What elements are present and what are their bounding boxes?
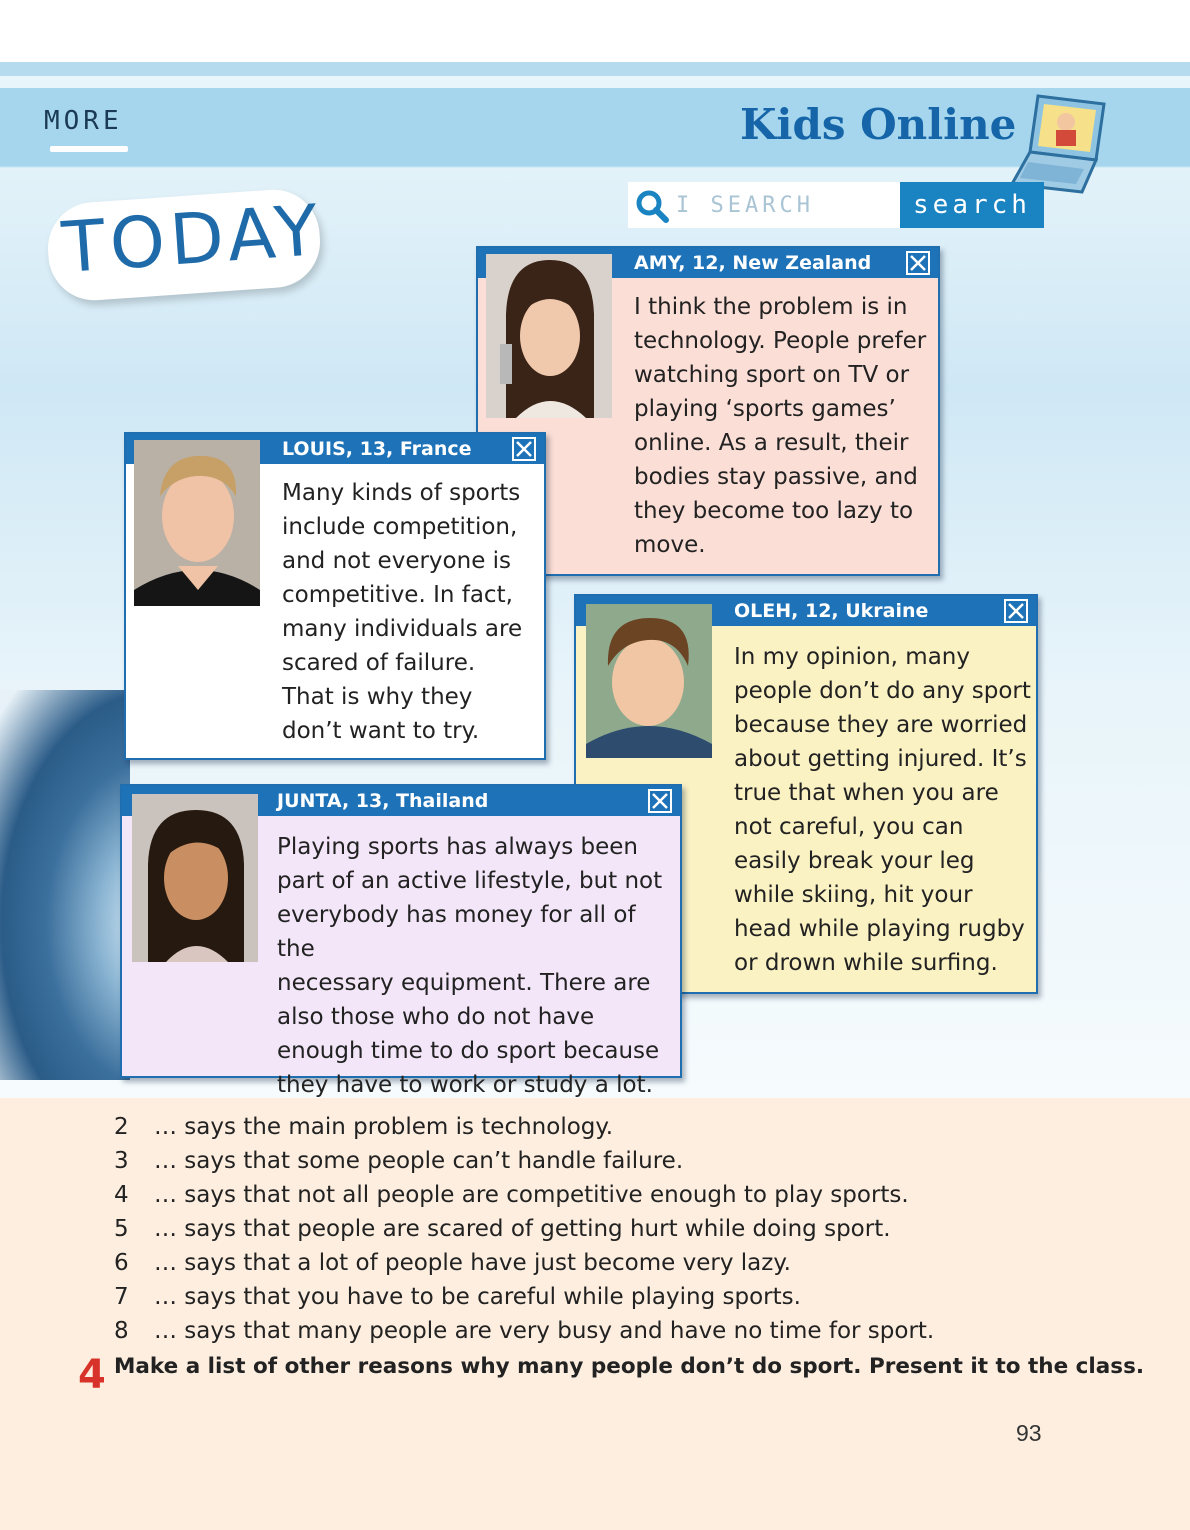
section-label-underline bbox=[50, 146, 128, 152]
post-line: not careful, you can bbox=[734, 814, 964, 840]
close-icon bbox=[515, 440, 533, 458]
question-text: … says that not all people are competitive enough to play sports. bbox=[154, 1182, 909, 1208]
question-text: … says that people are scared of getting hurt while doing sport. bbox=[154, 1216, 891, 1242]
question-text: … says that some people can’t handle failure. bbox=[154, 1148, 684, 1174]
post-body bbox=[734, 640, 1031, 980]
question-text: … says the main problem is technology. bbox=[154, 1114, 614, 1140]
question-number: 3 bbox=[114, 1148, 129, 1174]
post-author: AMY, 12, New Zealand bbox=[634, 252, 872, 274]
post-card-louis bbox=[124, 432, 546, 760]
post-line: move. bbox=[634, 532, 706, 558]
search-button[interactable]: search bbox=[900, 182, 1044, 228]
close-button[interactable] bbox=[906, 251, 930, 275]
post-line: part of an active lifestyle, but not bbox=[277, 868, 663, 894]
task-number: 4 bbox=[78, 1352, 106, 1398]
post-body bbox=[282, 476, 522, 748]
post-line: scared of failure. bbox=[282, 650, 476, 676]
post-line: Many kinds of sports bbox=[282, 480, 521, 506]
post-line: many individuals are bbox=[282, 616, 523, 642]
top-stripe bbox=[0, 62, 1190, 76]
question-number: 2 bbox=[114, 1114, 129, 1140]
post-line: people don’t do any sport bbox=[734, 678, 1031, 704]
post-card-junta bbox=[120, 784, 682, 1098]
search-icon[interactable] bbox=[634, 188, 670, 224]
post-line: include competition, bbox=[282, 514, 518, 540]
list-item bbox=[114, 1246, 934, 1280]
question-number: 6 bbox=[114, 1250, 129, 1276]
post-line: and not everyone is bbox=[282, 548, 512, 574]
list-item bbox=[114, 1280, 934, 1314]
question-number: 5 bbox=[114, 1216, 129, 1242]
task-instruction: Make a list of other reasons why many people don’t do sport. Present it to the class. bbox=[114, 1354, 1145, 1379]
post-line: don’t want to try. bbox=[282, 718, 480, 744]
close-button[interactable] bbox=[512, 437, 536, 461]
question-text: … says that many people are very busy and have no time for sport. bbox=[154, 1318, 935, 1344]
avatar-oleh bbox=[586, 604, 712, 758]
post-line: playing ‘sports games’ bbox=[634, 396, 896, 422]
close-button[interactable] bbox=[1004, 599, 1028, 623]
post-line: enough time to do sport because bbox=[277, 1038, 660, 1064]
post-line: I think the problem is in bbox=[634, 294, 908, 320]
post-line: technology. People prefer bbox=[634, 328, 927, 354]
list-item bbox=[114, 1178, 934, 1212]
search-input[interactable] bbox=[676, 182, 896, 228]
post-line: necessary equipment. There are bbox=[277, 970, 651, 996]
post-line: In my opinion, many bbox=[734, 644, 970, 670]
list-item bbox=[114, 1144, 934, 1178]
post-line: online. As a result, their bbox=[634, 430, 909, 456]
question-number: 4 bbox=[114, 1182, 129, 1208]
post-line: because they are worried bbox=[734, 712, 1028, 738]
close-icon bbox=[1007, 602, 1025, 620]
avatar-louis bbox=[134, 440, 260, 606]
post-line: That is why they bbox=[282, 684, 473, 710]
question-number: 7 bbox=[114, 1284, 129, 1310]
post-body bbox=[634, 290, 926, 562]
today-title: TODAY bbox=[59, 189, 326, 289]
list-item bbox=[114, 1110, 934, 1144]
avatar-junta bbox=[132, 794, 258, 962]
brand-title: Kids Online bbox=[740, 100, 1017, 149]
post-line: watching sport on TV or bbox=[634, 362, 910, 388]
post-line: head while playing rugby bbox=[734, 916, 1025, 942]
post-line: true that when you are bbox=[734, 780, 999, 806]
post-line: while skiing, hit your bbox=[734, 882, 973, 908]
top-stripe-light bbox=[0, 76, 1190, 88]
post-line: also those who do not have bbox=[277, 1004, 595, 1030]
section-label: MORE bbox=[44, 106, 123, 136]
post-line: everybody has money for all of the bbox=[277, 902, 636, 962]
avatar-amy bbox=[486, 254, 612, 418]
post-line: bodies stay passive, and bbox=[634, 464, 918, 490]
post-author: OLEH, 12, Ukraine bbox=[734, 600, 929, 622]
post-author: JUNTA, 13, Thailand bbox=[277, 790, 489, 812]
post-line: Playing sports has always been bbox=[277, 834, 639, 860]
question-text: … says that a lot of people have just become very lazy. bbox=[154, 1250, 791, 1276]
post-line: competitive. In fact, bbox=[282, 582, 513, 608]
post-author: LOUIS, 13, France bbox=[282, 438, 472, 460]
post-line: or drown while surfing. bbox=[734, 950, 998, 976]
post-line: about getting injured. It’s bbox=[734, 746, 1027, 772]
question-list bbox=[114, 1110, 934, 1348]
post-body bbox=[277, 830, 680, 1102]
question-number: 8 bbox=[114, 1318, 129, 1344]
post-line: they become too lazy to bbox=[634, 498, 914, 524]
list-item bbox=[114, 1212, 934, 1246]
post-line: they have to work or study a lot. bbox=[277, 1072, 653, 1098]
page-number: 93 bbox=[1016, 1420, 1042, 1446]
wave-decoration bbox=[0, 690, 130, 1080]
close-button[interactable] bbox=[648, 789, 672, 813]
question-text: … says that you have to be careful while playing sports. bbox=[154, 1284, 801, 1310]
close-icon bbox=[909, 254, 927, 272]
close-icon bbox=[651, 792, 669, 810]
list-item bbox=[114, 1314, 934, 1348]
post-line: easily break your leg bbox=[734, 848, 975, 874]
